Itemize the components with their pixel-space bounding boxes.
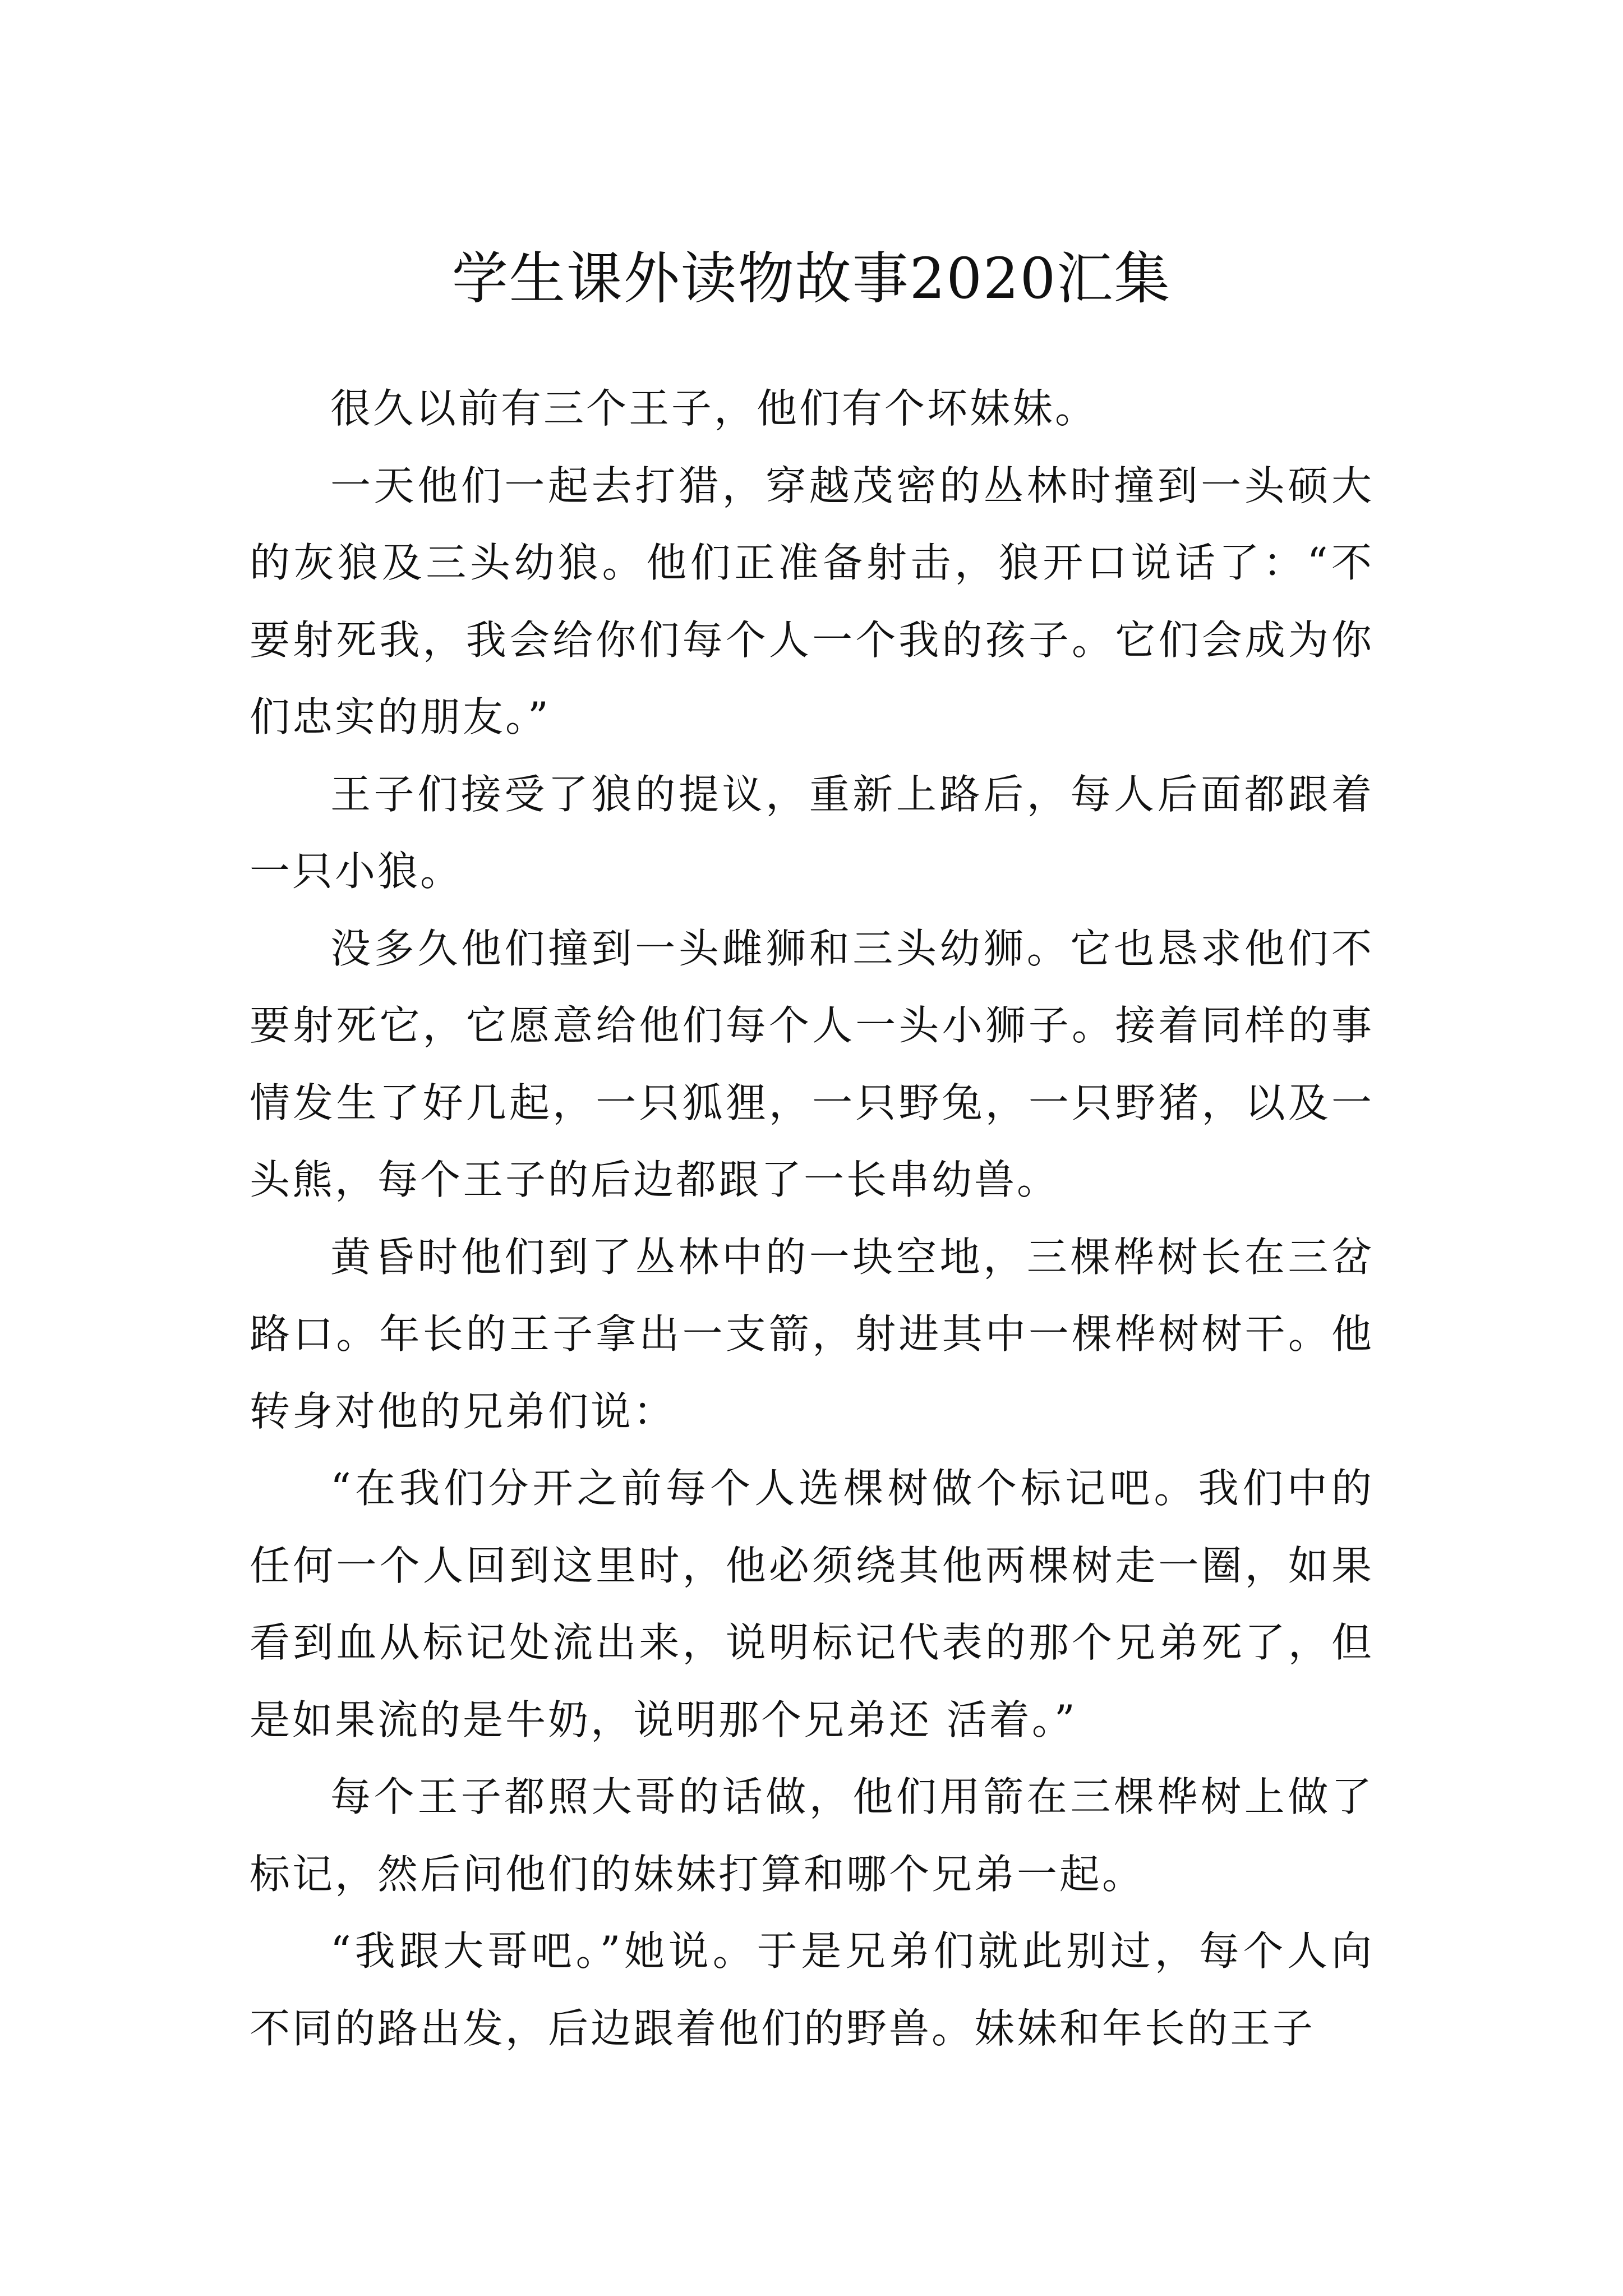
paragraph: 每个王子都照大哥的话做，他们用箭在三棵桦树上做了标记，然后问他们的妹妹打算和哪个兄弟一起。	[250, 1773, 1374, 1898]
paragraph: “我跟大哥吧。”她说。于是兄弟们就此别过，每个人向不同的路出发，后边跟着他们的野兽。妹妹和年长的王子	[250, 1927, 1374, 2052]
paragraph: 王子们接受了狼的提议，重新上路后，每人后面都跟着一只小狼。	[250, 770, 1374, 895]
paragraph: 黄昏时他们到了丛林中的一块空地，三棵桦树长在三岔路口。年长的王子拿出一支箭，射进其中一棵桦树树干。他转身对他的兄弟们说：	[250, 1233, 1374, 1435]
paragraph: 很久以前有三个王子，他们有个坏妹妹。	[330, 385, 1098, 432]
document-body	[250, 370, 1374, 2067]
paragraph: 一天他们一起去打猎，穿越茂密的丛林时撞到一头硕大的灰狼及三头幼狼。他们正准备射击，狼开口说话了：“不要射死我，我会给你们每个人一个我的孩子。它们会成为你们忠实的朋友。”	[250, 462, 1374, 740]
paragraph: 没多久他们撞到一头雌狮和三头幼狮。它也恳求他们不要射死它，它愿意给他们每个人一头小狮子。接着同样的事情发生了好几起，一只狐狸，一只野兔，一只野猪，以及一头熊，每个王子的后边都跟了一长串幼兽。	[250, 924, 1374, 1203]
paragraph: “在我们分开之前每个人选棵树做个标记吧。我们中的任何一个人回到这里时，他必须绕其他两棵树走一圈，如果看到血从标记处流出来，说明标记代表的那个兄弟死了，但是如果流的是牛奶，说明那个兄弟还 活着。”	[250, 1465, 1374, 1743]
document-title: 学生课外读物故事2020汇集	[451, 246, 1172, 311]
